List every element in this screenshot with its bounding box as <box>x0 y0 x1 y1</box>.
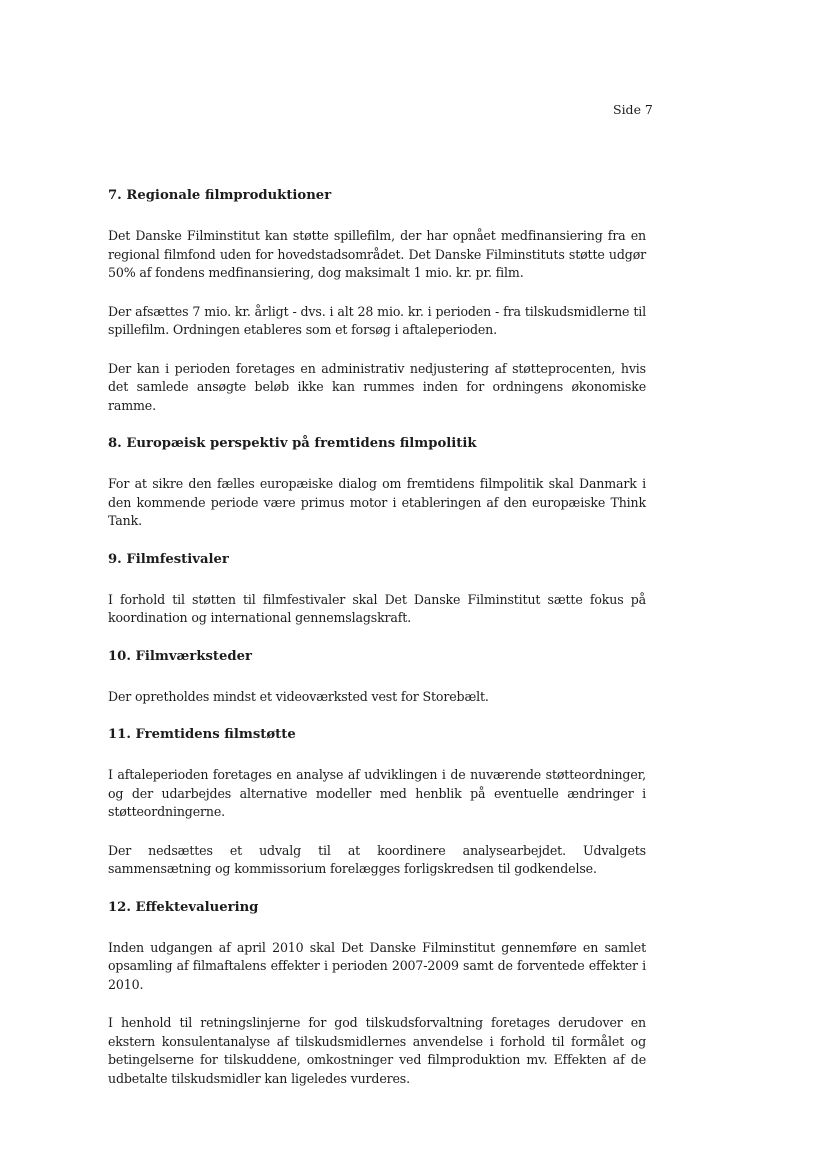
document-body <box>108 187 646 1108</box>
paragraph: I henhold til retningslinjerne for god tilskudsforvaltning foretages derudover en ekstern konsulentanalyse af tilskudsmidlernes anvendelse i forhold til formålet og betingelserne for tilskuddene, omkostninger ved filmproduktion mv. Effekten af de udbetalte tilskudsmidler kan ligeledes vurderes. <box>108 1015 646 1086</box>
section-film-workshops <box>108 648 646 707</box>
section-heading: 9. Filmfestivaler <box>108 551 229 567</box>
paragraph: Der kan i perioden foretages en administrativ nedjustering af støtteprocenten, hvis det samlede ansøgte beløb ikke kan rummes inden for ordningens økonomiske ramme. <box>108 360 646 413</box>
paragraph: Det Danske Filminstitut kan støtte spillefilm, der har opnået medfinansiering fra en regional filmfond uden for hovedstadsområdet. Det Danske Filminstituts støtte udgør 50% af fondens medfinansiering, dog maksimalt 1 mio. kr. pr. film. <box>108 228 646 280</box>
paragraph: Der nedsættes et udvalg til at koordinere analysearbejdet. Udvalgets sammensætning og kommissorium forelægges forligskredsen til godkendelse. <box>108 842 646 876</box>
section-heading: 11. Fremtidens filmstøtte <box>108 727 296 742</box>
paragraph: For at sikre den fælles europæiske dialog om fremtidens filmpolitik skal Danmark i den kommende periode være primus motor i etableringen af den europæiske Think Tank. <box>108 476 646 528</box>
page-number: Side 7 <box>613 102 653 117</box>
paragraph: Der afsættes 7 mio. kr. årligt - dvs. i alt 28 mio. kr. i perioden - fra tilskudsmidlerne til spillefilm. Ordningen etableres som et forsøg i aftaleperioden. <box>108 303 646 337</box>
section-european-perspective <box>108 435 646 531</box>
section-heading: 7. Regionale filmproduktioner <box>108 188 332 203</box>
section-future-film-support <box>108 726 646 879</box>
paragraph: I forhold til støtten til filmfestivaler skal Det Danske Filminstitut sætte fokus på koordination og international gennemslagskraft. <box>108 591 646 625</box>
section-regional-productions <box>108 187 646 415</box>
section-heading: 12. Effektevaluering <box>108 899 259 915</box>
section-heading: 10. Filmværksteder <box>108 648 252 664</box>
paragraph: Inden udgangen af april 2010 skal Det Danske Filminstitut gennemføre en samlet opsamling af filmaftalens effekter i perioden 2007-2009 samt de forventede effekter i 2010. <box>108 939 646 992</box>
section-effect-evaluation <box>108 899 646 1089</box>
paragraph: Der opretholdes mindst et videoværksted vest for Storebælt. <box>108 688 489 704</box>
paragraph: I aftaleperioden foretages en analyse af udviklingen i de nuværende støtteordninger, og der udarbejdes alternative modeller med henblik på eventuelle ændringer i støtteordningerne. <box>108 767 646 819</box>
section-film-festivals <box>108 551 646 628</box>
section-heading: 8. Europæisk perspektiv på fremtidens filmpolitik <box>108 436 477 451</box>
